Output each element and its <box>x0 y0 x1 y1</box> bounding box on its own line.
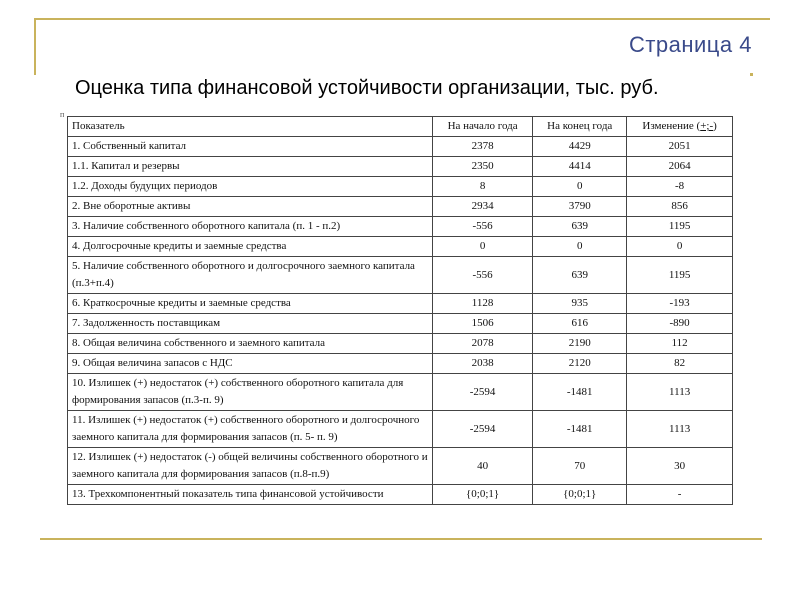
change-value-cell: -890 <box>627 314 733 334</box>
indicator-cell: 12. Излишек (+) недостаток (-) общей величины собственного оборотного и заемного капитала для формирования запасов (п.8-п.9) <box>68 448 433 485</box>
start-value-cell: 2350 <box>433 157 533 177</box>
change-value-cell: 1195 <box>627 257 733 294</box>
start-value-cell: 40 <box>433 448 533 485</box>
indicator-cell: 13. Трехкомпонентный показатель типа финансовой устойчивости <box>68 485 433 505</box>
end-value-cell: -1481 <box>533 374 627 411</box>
table-header-row <box>68 117 733 137</box>
header-start: На начало года <box>433 117 533 137</box>
start-value-cell: 2378 <box>433 137 533 157</box>
table-row <box>68 354 733 374</box>
indicator-cell: 1.1. Капитал и резервы <box>68 157 433 177</box>
table-row <box>68 257 733 294</box>
table-row <box>68 411 733 448</box>
indicator-cell: 3. Наличие собственного оборотного капитала (п. 1 - п.2) <box>68 217 433 237</box>
indicator-cell: 1.2. Доходы будущих периодов <box>68 177 433 197</box>
indicator-cell: 1. Собственный капитал <box>68 137 433 157</box>
table-row <box>68 197 733 217</box>
change-value-cell: 856 <box>627 197 733 217</box>
table-row <box>68 374 733 411</box>
header-end: На конец года <box>533 117 627 137</box>
indicator-cell: 7. Задолженность поставщикам <box>68 314 433 334</box>
indicator-cell: 9. Общая величина запасов с НДС <box>68 354 433 374</box>
indicator-cell: 2. Вне оборотные активы <box>68 197 433 217</box>
small-mark: ᴨ <box>60 110 65 119</box>
end-value-cell: 639 <box>533 217 627 237</box>
start-value-cell: 2078 <box>433 334 533 354</box>
change-value-cell: 82 <box>627 354 733 374</box>
change-value-cell: 0 <box>627 237 733 257</box>
change-value-cell: 2064 <box>627 157 733 177</box>
decorative-top-line <box>35 18 770 20</box>
end-value-cell: 70 <box>533 448 627 485</box>
table-row <box>68 314 733 334</box>
end-value-cell: 3790 <box>533 197 627 217</box>
document-title: Оценка типа финансовой устойчивости организации, тыс. руб. <box>75 77 659 99</box>
start-value-cell: 0 <box>433 237 533 257</box>
start-value-cell: 2934 <box>433 197 533 217</box>
end-value-cell: -1481 <box>533 411 627 448</box>
financial-stability-table <box>67 116 733 505</box>
end-value-cell: 4429 <box>533 137 627 157</box>
indicator-cell: 6. Краткосрочные кредиты и заемные средства <box>68 294 433 314</box>
end-value-cell: {0;0;1} <box>533 485 627 505</box>
end-value-cell: 0 <box>533 177 627 197</box>
table-row <box>68 448 733 485</box>
start-value-cell: 1506 <box>433 314 533 334</box>
start-value-cell: -556 <box>433 217 533 237</box>
indicator-cell: 10. Излишек (+) недостаток (+) собственного оборотного капитала для формирования запасов (п.3-п. 9) <box>68 374 433 411</box>
indicator-cell: 8. Общая величина собственного и заемного капитала <box>68 334 433 354</box>
end-value-cell: 616 <box>533 314 627 334</box>
table-row <box>68 237 733 257</box>
header-indicator: Показатель <box>68 117 433 137</box>
end-value-cell: 2190 <box>533 334 627 354</box>
change-value-cell: -193 <box>627 294 733 314</box>
header-change: Изменение (+;-) <box>627 117 733 137</box>
change-value-cell: 112 <box>627 334 733 354</box>
table-row <box>68 334 733 354</box>
start-value-cell: {0;0;1} <box>433 485 533 505</box>
indicator-cell: 4. Долгосрочные кредиты и заемные средства <box>68 237 433 257</box>
change-value-cell: 1113 <box>627 374 733 411</box>
change-value-cell: 30 <box>627 448 733 485</box>
start-value-cell: 2038 <box>433 354 533 374</box>
change-value-cell: 2051 <box>627 137 733 157</box>
change-value-cell: 1195 <box>627 217 733 237</box>
end-value-cell: 935 <box>533 294 627 314</box>
decorative-dot <box>750 73 753 76</box>
end-value-cell: 2120 <box>533 354 627 374</box>
table-row <box>68 294 733 314</box>
page-label: Страница 4 <box>628 32 752 57</box>
change-value-cell: - <box>627 485 733 505</box>
table-row <box>68 177 733 197</box>
decorative-vertical-line <box>34 18 36 75</box>
end-value-cell: 4414 <box>533 157 627 177</box>
start-value-cell: -2594 <box>433 374 533 411</box>
table-row <box>68 217 733 237</box>
table-row <box>68 137 733 157</box>
end-value-cell: 0 <box>533 237 627 257</box>
start-value-cell: -556 <box>433 257 533 294</box>
end-value-cell: 639 <box>533 257 627 294</box>
decorative-bottom-line <box>40 538 762 540</box>
table-row <box>68 485 733 505</box>
change-value-cell: -8 <box>627 177 733 197</box>
table-row <box>68 157 733 177</box>
start-value-cell: 8 <box>433 177 533 197</box>
change-value-cell: 1113 <box>627 411 733 448</box>
start-value-cell: -2594 <box>433 411 533 448</box>
indicator-cell: 5. Наличие собственного оборотного и долгосрочного заемного капитала (п.3+п.4) <box>68 257 433 294</box>
indicator-cell: 11. Излишек (+) недостаток (+) собственного оборотного и долгосрочного заемного капитала для формирования запасов (п. 5- п. 9) <box>68 411 433 448</box>
start-value-cell: 1128 <box>433 294 533 314</box>
